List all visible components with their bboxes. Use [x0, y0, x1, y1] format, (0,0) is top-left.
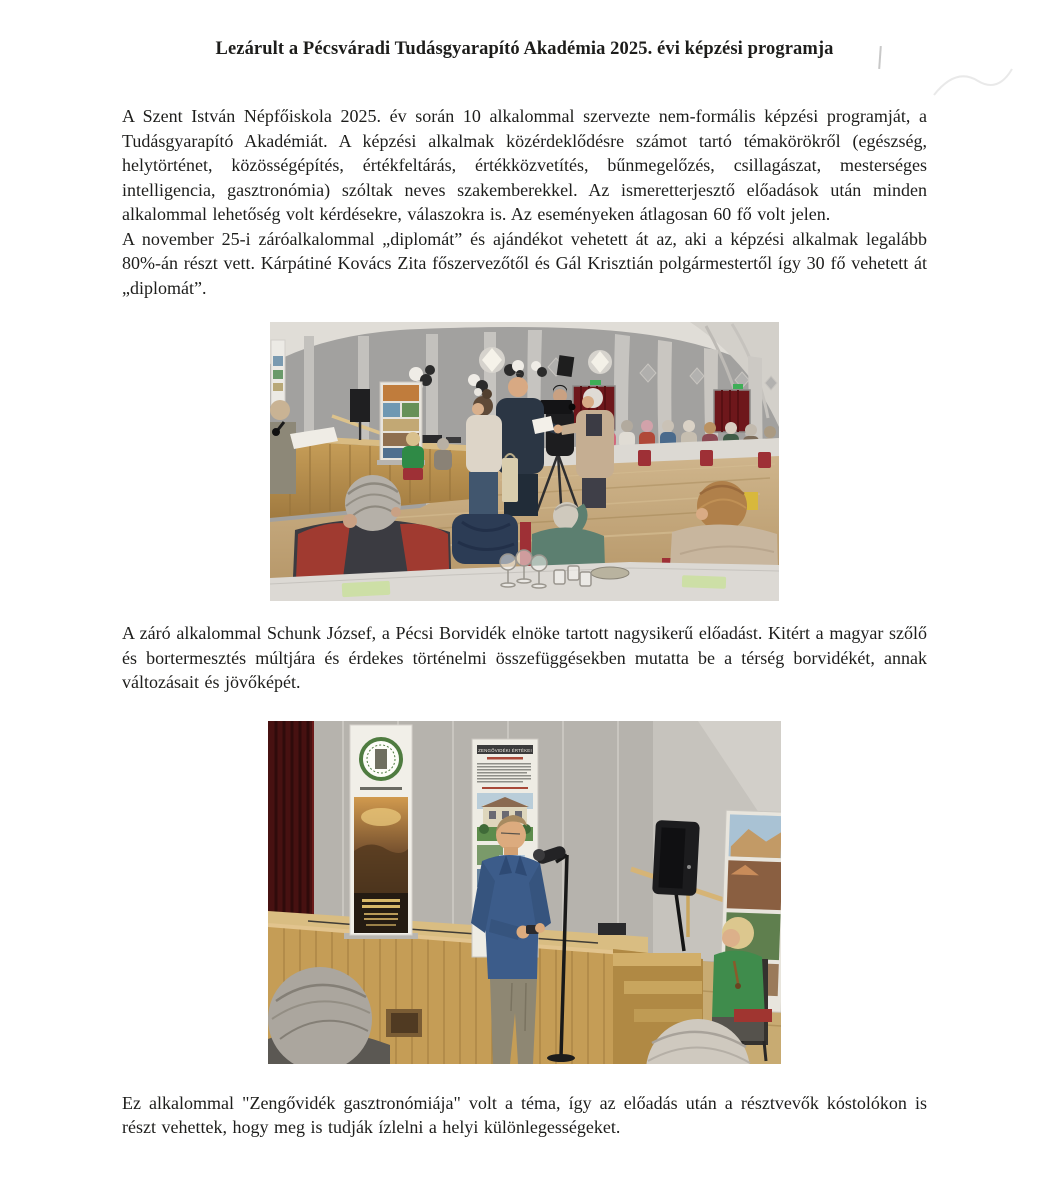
photo-lecture-speaker [268, 721, 781, 1064]
paragraph-tasting: Ez alkalommal "Zengővidék gasztronómiája" volt a téma, így az előadás után a résztvevők kóstolókon is részt vehettek, hogy meg is tudják ízlelni a helyi különlegességeket. [122, 1092, 927, 1137]
paragraph-diploma: A november 25-i záróalkalommal „diplomát” és ajándékot vehetett át az, aki a képzési alkalmak legalább 80%-án részt vett. Kárpátiné Kovács Zita főszervezőtől és Gál Krisztián polgármestertől így 30 fő vehetett át „diplomát”. [122, 228, 927, 298]
paragraph-intro: A Szent István Népfőiskola 2025. év során 10 alkalommal szervezte nem-formális képzési programját, a Tudásgyarapító Akadémiát. A képzési alkalmak közérdeklődésre számot tartó témakörökről (egészség, helytörténet, közösségépítés, értékfeltárás, értékközvetítés, bűnmegelőzés, csillagászat, mesterséges intelligencia, gasztronómia) szóltak neves szakemberekkel. Az ismeretterjesztő előadások után minden alkalommal lehetőség volt kérdésekre, válaszokra is. Az eseményeken átlagosan 60 fő volt jelen. [122, 106, 927, 224]
rollup-banner-foundation [344, 725, 418, 939]
banner-title-text: ZENGŐVIDÉKI ÉRTÉKEI [478, 747, 532, 753]
document-title: Lezárult a Pécsváradi Tudásgyarapító Akadémia 2025. évi képzési programja [215, 39, 834, 59]
paragraph-lecture: A záró alkalommal Schunk József, a Pécsi Borvidék elnöke tartott nagysikerű előadást. Kitért a magyar szőlő és bortermesztés múltjára és érdekes történelmi összefüggésekben mutatta be a térség borvidékét, annak változásait és jövőképét. [122, 623, 927, 692]
red-curtain [268, 721, 314, 929]
photo-diploma-ceremony [270, 322, 779, 601]
scan-artifact-smudge [928, 55, 1018, 110]
